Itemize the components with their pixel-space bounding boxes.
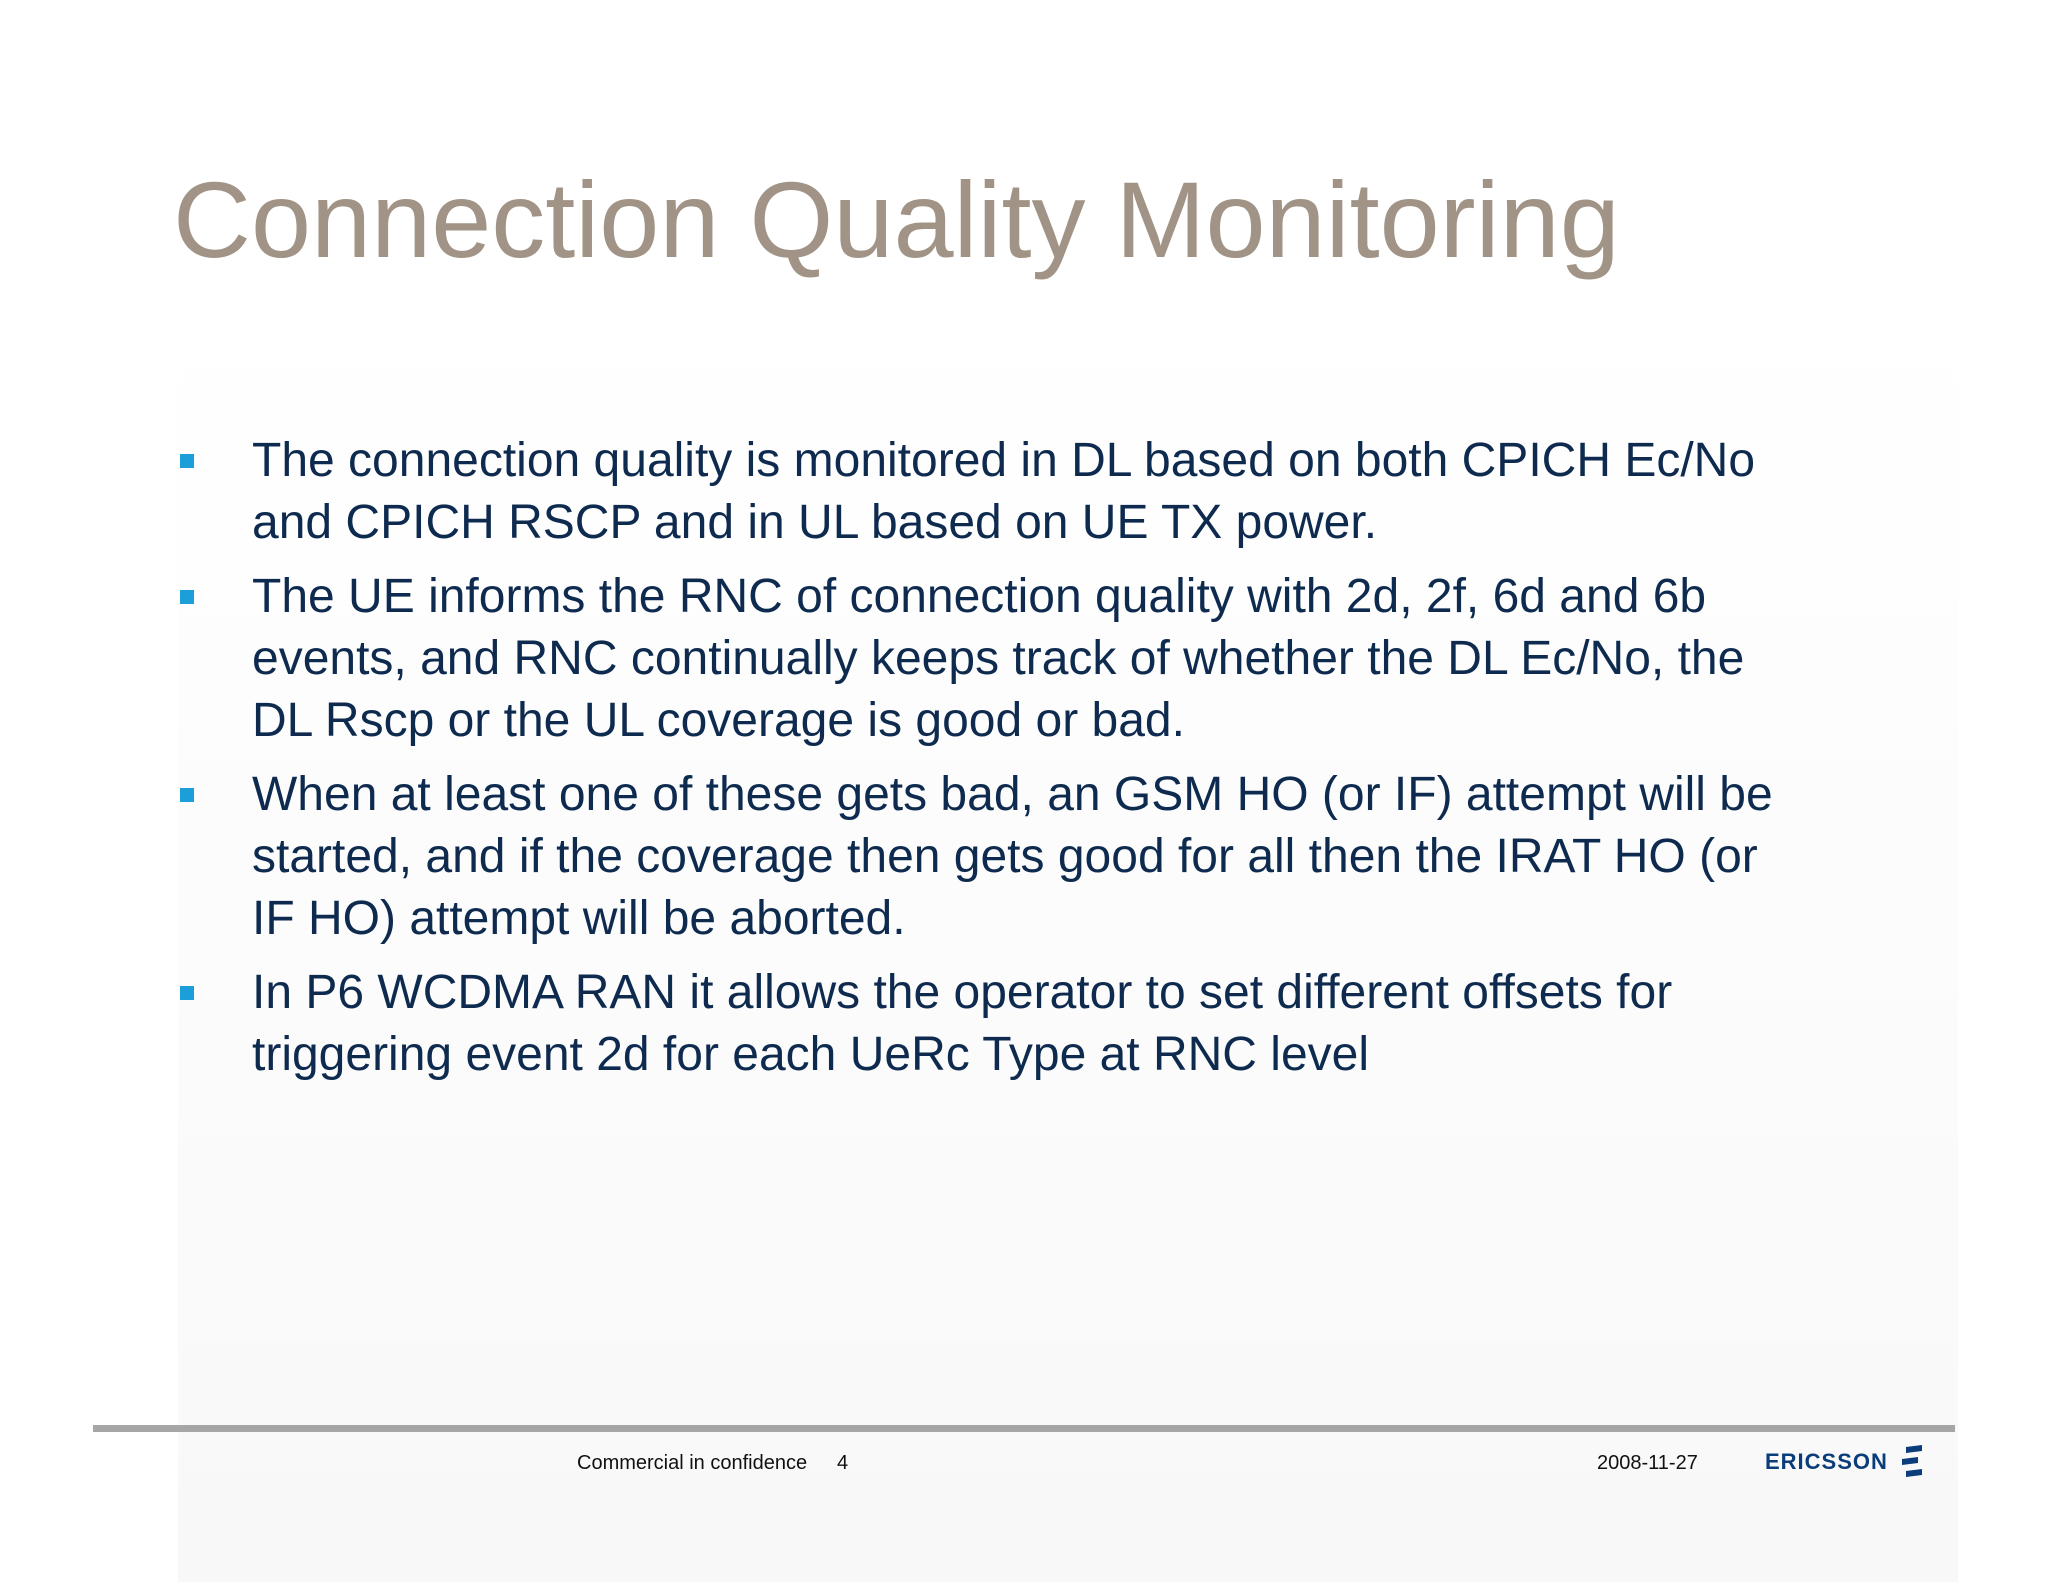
footer-page-number: 4 bbox=[837, 1452, 849, 1474]
bullet-list bbox=[178, 430, 1778, 1098]
footer-date: 2008-11-27 bbox=[1597, 1452, 1698, 1474]
bullet-square-icon bbox=[180, 590, 194, 604]
footer-confidentiality: Commercial in confidence bbox=[577, 1452, 808, 1474]
bullet-item bbox=[178, 764, 1778, 950]
bullet-item bbox=[178, 430, 1778, 554]
bullet-square-icon bbox=[180, 788, 194, 802]
ericsson-logo bbox=[1765, 1444, 1924, 1480]
bullet-text: When at least one of these gets bad, an GSM HO (or IF) attempt will be started, and if the coverage then gets good for all then the IRAT HO (or IF HO) attempt will be aborted. bbox=[252, 768, 1773, 945]
logo-wordmark: ERICSSON bbox=[1765, 1449, 1888, 1474]
bullet-square-icon bbox=[180, 454, 194, 468]
bullet-item bbox=[178, 566, 1778, 752]
bullet-item bbox=[178, 962, 1778, 1086]
bullet-text: In P6 WCDMA RAN it allows the operator to set different offsets for triggering event 2d for each UeRc Type at RNC level bbox=[252, 966, 1673, 1081]
bullet-text: The connection quality is monitored in DL based on both CPICH Ec/No and CPICH RSCP and in UL based on UE TX power. bbox=[252, 434, 1756, 549]
slide-title: Connection Quality Monitoring bbox=[173, 159, 1620, 280]
footer-divider bbox=[93, 1425, 1955, 1432]
ericsson-logo-icon bbox=[1900, 1445, 1924, 1479]
bullet-square-icon bbox=[180, 986, 194, 1000]
bullet-text: The UE informs the RNC of connection quality with 2d, 2f, 6d and 6b events, and RNC continually keeps track of whether the DL Ec/No, the DL Rscp or the UL coverage is good or bad. bbox=[252, 570, 1745, 747]
